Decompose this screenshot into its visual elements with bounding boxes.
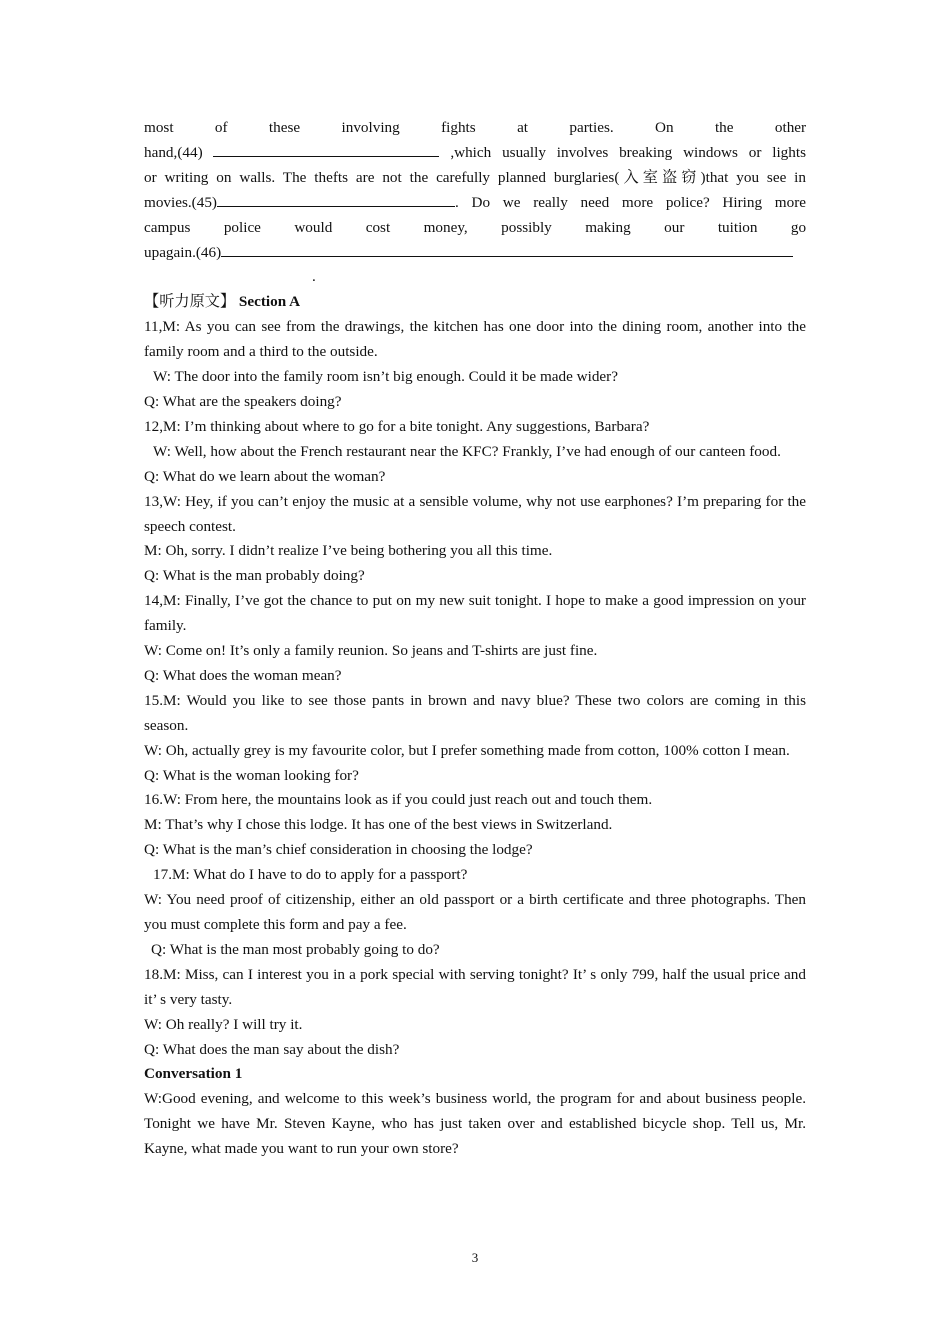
word: most xyxy=(144,119,174,136)
word: of xyxy=(214,119,228,136)
word: go xyxy=(790,218,807,236)
document-body xyxy=(144,116,806,1162)
word: involving xyxy=(341,119,400,136)
word: making xyxy=(585,218,631,236)
word: our xyxy=(664,218,685,236)
dialogue-line: Q: What does the man say about the dish? xyxy=(144,1040,400,1058)
word: at xyxy=(517,119,529,136)
heading-bracket: 【听力原文】 xyxy=(144,293,236,311)
passage-line-3: or writing on walls. The thefts are not the carefully planned burglaries(入室盗窃)that you see in xyxy=(144,168,806,186)
dialogue-line: Q: What does the woman mean? xyxy=(144,666,342,684)
passage-line-2 xyxy=(144,141,806,166)
conversation-text: W:Good evening, and welcome to this week’s business world, the program for and about business people. Tonight we have Mr. Steven Kayne, who has just taken over and established bicycle shop. Tell us, Mr. Kayne, what made you want to run your own store? xyxy=(144,1090,806,1158)
passage-text: . Do we really need more police? Hiring more xyxy=(454,193,806,211)
dialogue-line: Q: What is the man most probably going to do? xyxy=(151,940,440,958)
passage-line-5 xyxy=(144,216,806,241)
dialogue-line: W: Come on! It’s only a family reunion. So jeans and T-shirts are just fine. xyxy=(144,642,598,660)
dialogue-line: W: You need proof of citizenship, either an old passport or a birth certificate and three photographs. Then you must complete this form and pay a fee. xyxy=(144,891,806,933)
word: tuition xyxy=(717,218,758,236)
blank-label-46: upagain.(46) xyxy=(144,243,222,261)
dialogue-line: Q: What are the speakers doing? xyxy=(144,392,342,410)
dialogue-text: W: Well, how about the French restaurant near the KFC? Frankly, I’ve had enough of our canteen food. xyxy=(153,442,781,460)
blank-label-45: movies.(45) xyxy=(144,193,217,211)
word: other xyxy=(774,119,807,136)
passage-line-6 xyxy=(144,241,806,266)
dialogue-line: M: Oh, sorry. I didn’t realize I’ve being bothering you all this time. xyxy=(144,542,553,560)
word: On xyxy=(655,119,674,136)
dialogue-line: 12,M: I’m thinking about where to go for a bite tonight. Any suggestions, Barbara? xyxy=(144,417,650,435)
word: possibly xyxy=(501,218,552,236)
dialogue-line: 14,M: Finally, I’ve got the chance to put on my new suit tonight. I hope to make a good impression on your family. xyxy=(144,592,806,635)
dialogue-line: Q: What is the man probably doing? xyxy=(144,567,365,585)
word: cost xyxy=(365,218,391,236)
dialogue-line xyxy=(144,440,806,465)
dialogue-line: 15.M: Would you like to see those pants in brown and navy blue? These two colors are coming in this season. xyxy=(144,691,806,734)
section-heading xyxy=(144,290,806,315)
dialogue-line: 18.M: Miss, can I interest you in a pork special with serving tonight? It’ s only 799, half the usual price and it’ s very tasty. xyxy=(144,965,806,1008)
section-title: Section A xyxy=(238,293,301,311)
blank-label-44: hand,(44) xyxy=(144,143,203,161)
dialogue-line: W: The door into the family room isn’t big enough. Could it be made wider? xyxy=(153,368,618,386)
word: these xyxy=(268,119,301,136)
word: parties. xyxy=(569,119,614,136)
dialogue-line: 16.W: From here, the mountains look as if you could just reach out and touch them. xyxy=(144,791,653,809)
passage-line-4 xyxy=(144,191,806,216)
conversation-title: Conversation 1 xyxy=(144,1065,243,1083)
answer-blank-45[interactable] xyxy=(217,191,455,207)
word: money, xyxy=(423,218,468,236)
dialogue-line: Q: What do we learn about the woman? xyxy=(144,467,386,485)
dialogue-line: 13,W: Hey, if you can’t enjoy the music at a sensible volume, why not use earphones? I’m preparing for the speech contest. xyxy=(144,492,806,535)
dialogue-line: 17.M: What do I have to do to apply for a passport? xyxy=(153,866,468,884)
passage-text: ,which usually involves breaking windows or lights xyxy=(450,143,807,161)
answer-blank-44[interactable] xyxy=(213,141,439,157)
dialogue-line: M: That’s why I chose this lodge. It has one of the best views in Switzerland. xyxy=(144,816,613,834)
dialogue-line: Q: What is the woman looking for? xyxy=(144,766,359,784)
word: campus xyxy=(144,218,191,236)
word: the xyxy=(714,119,734,136)
page-number: 3 xyxy=(471,1250,479,1265)
word: would xyxy=(294,218,333,236)
dialogue-line: W: Oh really? I will try it. xyxy=(144,1015,303,1033)
passage-line-7: . xyxy=(312,268,316,286)
dialogue-line: W: Oh, actually grey is my favourite color, but I prefer something made from cotton, 100% cotton I mean. xyxy=(144,741,790,759)
dialogue-line: Q: What is the man’s chief consideration in choosing the lodge? xyxy=(144,841,533,859)
dialogue-line: 11,M: As you can see from the drawings, the kitchen has one door into the dining room, another into the family room and a third to the outside. xyxy=(144,318,806,361)
answer-blank-46[interactable] xyxy=(221,241,793,257)
passage-line-1 xyxy=(144,116,806,141)
word: police xyxy=(223,218,261,236)
word: fights xyxy=(441,119,476,136)
